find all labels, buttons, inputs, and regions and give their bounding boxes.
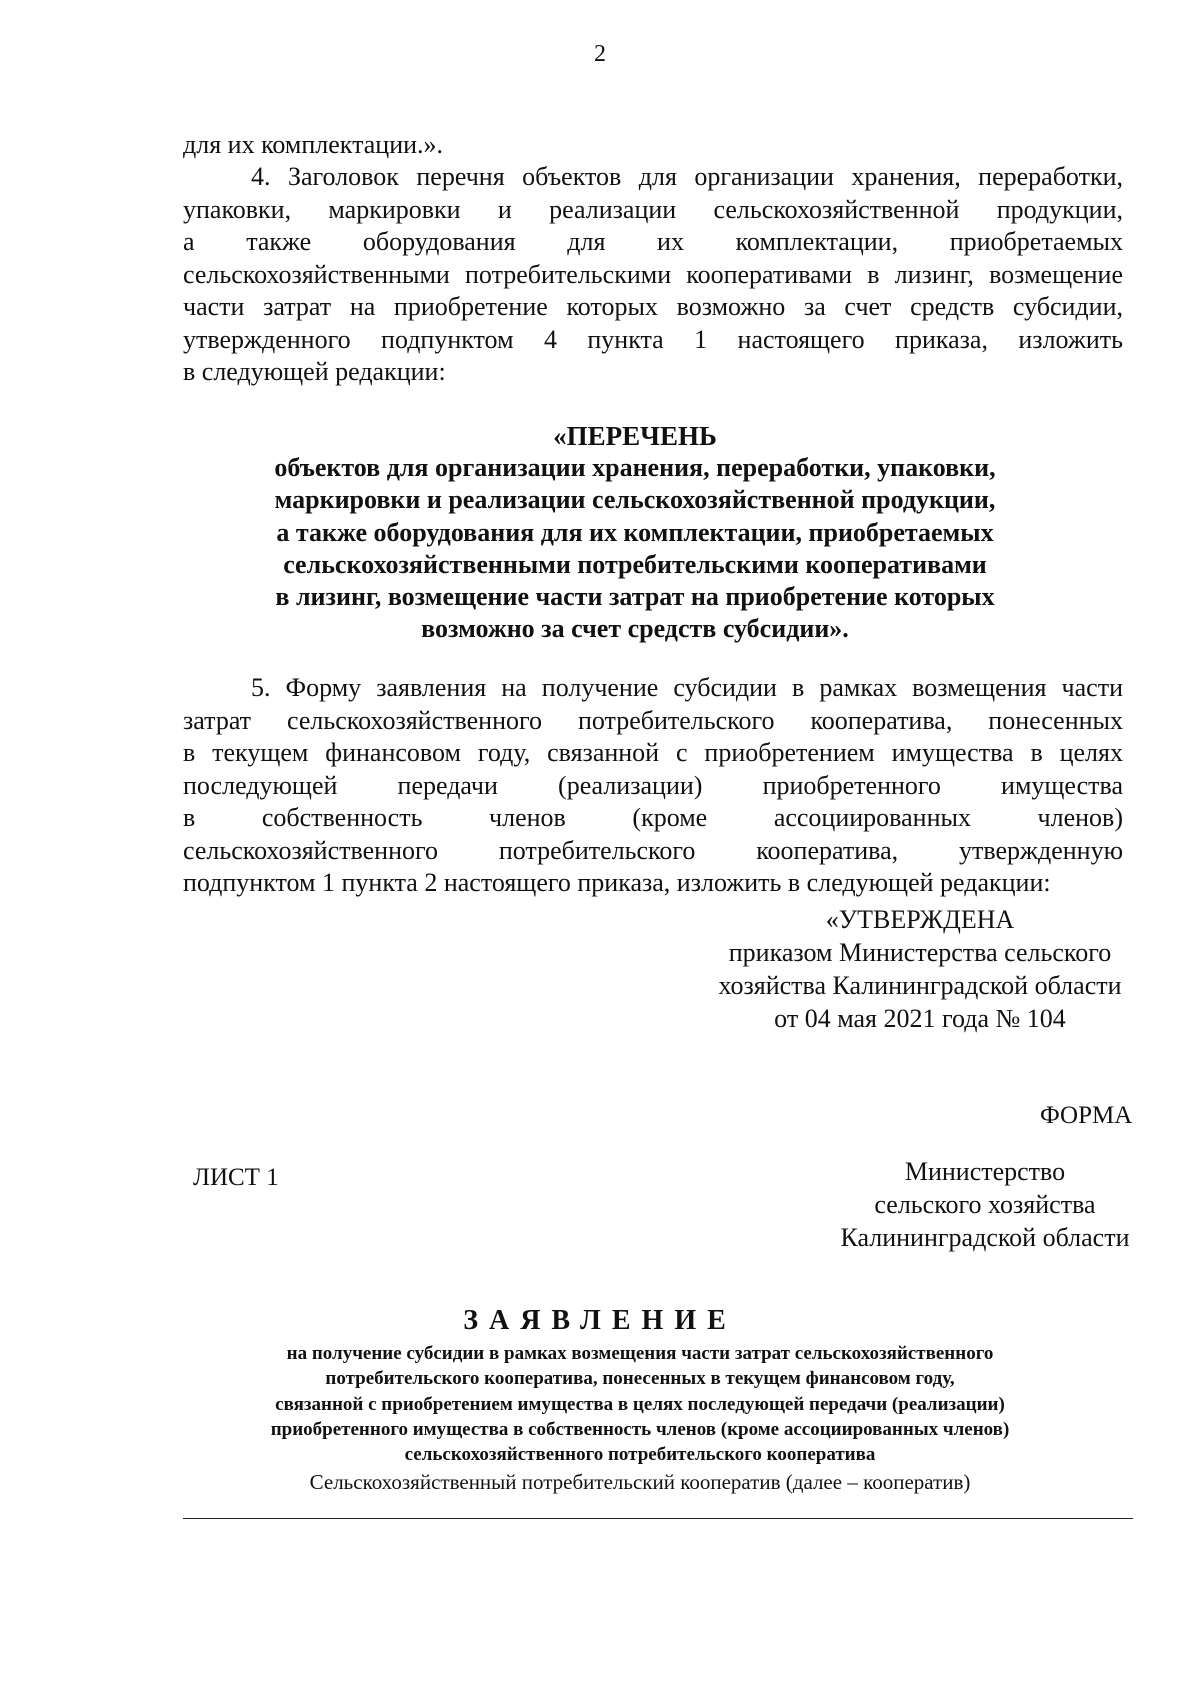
- item-5-line: затрат сельскохозяйственного потребительского кооператива, понесенных: [183, 705, 1123, 735]
- list-heading: [170, 420, 1100, 645]
- statement-title: ЗАЯВЛЕНИЕ: [463, 1305, 737, 1336]
- item-4-paragraph: [183, 161, 1123, 389]
- item-4-line: 4. Заголовок перечня объектов для организации хранения, переработки,: [251, 162, 1123, 191]
- list-heading-line: объектов для организации хранения, переработки, упаковки,: [274, 453, 996, 483]
- statement-subtitle-line: потребительского кооператива, понесенных в текущем финансовом году,: [325, 1368, 955, 1390]
- approval-block: [700, 903, 1140, 1035]
- item-4-line: утвержденного подпунктом 4 пункта 1 настоящего приказа, изложить: [183, 324, 1123, 354]
- approval-line: приказом Министерства сельского: [728, 938, 1112, 967]
- form-label: ФОРМА: [1040, 1102, 1133, 1129]
- item-4-line: сельскохозяйственными потребительскими кооперативами в лизинг, возмещение: [183, 259, 1123, 289]
- item-5-line: в текущем финансовом году, связанной с приобретением имущества в целях: [183, 738, 1123, 767]
- approval-line: от 04 мая 2021 года № 104: [774, 1004, 1066, 1033]
- statement-subtitle-line: связанной с приобретением имущества в целях последующей передачи (реализации): [275, 1393, 1005, 1415]
- item-5-line: последующей передачи (реализации) приобретенного имущества: [183, 770, 1123, 800]
- item-4-last-line: в следующей редакции:: [183, 357, 446, 386]
- statement-subtitle-line: сельскохозяйственного потребительского кооператива: [404, 1444, 876, 1466]
- ministry-addressee: [800, 1155, 1170, 1254]
- ministry-line: Калининградской области: [840, 1223, 1130, 1252]
- list-heading-line: маркировки и реализации сельскохозяйственной продукции,: [274, 485, 996, 515]
- statement-subtitle-line: приобретенного имущества в собственность членов (кроме ассоциированных членов): [270, 1418, 1010, 1440]
- ministry-line: Министерство: [904, 1157, 1066, 1186]
- statement-subtitle: [170, 1341, 1110, 1467]
- statement-subtitle-line: на получение субсидии в рамках возмещения части затрат сельскохозяйственного: [286, 1343, 994, 1364]
- item-5-paragraph: [183, 672, 1123, 900]
- list-heading-line: а также оборудования для их комплектации, приобретаемых: [276, 517, 994, 547]
- item-5-line: в собственность членов (кроме ассоциированных членов): [183, 803, 1123, 832]
- approval-line: «УТВЕРЖДЕНА: [825, 905, 1015, 934]
- list-heading-line: возможно за счет средств субсидии».: [421, 614, 849, 644]
- ministry-line: сельского хозяйства: [874, 1190, 1096, 1219]
- page-number: 2: [594, 41, 606, 67]
- paragraph-end-line: для их комплектации.».: [183, 130, 444, 159]
- item-5-line: сельскохозяйственного потребительского кооператива, утвержденную: [183, 835, 1123, 865]
- item-4-line: а также оборудования для их комплектации, приобретаемых: [183, 227, 1123, 256]
- list-heading-line: сельскохозяйственными потребительскими кооперативами: [283, 549, 987, 579]
- cooperative-line: Сельскохозяйственный потребительский кооператив (далее – кооператив): [309, 1470, 971, 1494]
- item-5-line: 5. Форму заявления на получение субсидии в рамках возмещения части: [251, 673, 1123, 702]
- item-4-line: части затрат на приобретение которых возможно за счет средств субсидии,: [183, 292, 1123, 321]
- fill-in-rule[interactable]: [183, 1518, 1133, 1519]
- list-heading-title: «ПЕРЕЧЕНЬ: [553, 421, 717, 451]
- item-4-line: упаковки, маркировки и реализации сельскохозяйственной продукции,: [183, 194, 1123, 224]
- approval-line: хозяйства Калининградской области: [718, 971, 1122, 1000]
- item-5-last-line: подпунктом 1 пункта 2 настоящего приказа, изложить в следующей редакции:: [183, 868, 1051, 897]
- sheet-label: ЛИСТ 1: [193, 1164, 279, 1191]
- list-heading-line: в лизинг, возмещение части затрат на приобретение которых: [275, 582, 995, 612]
